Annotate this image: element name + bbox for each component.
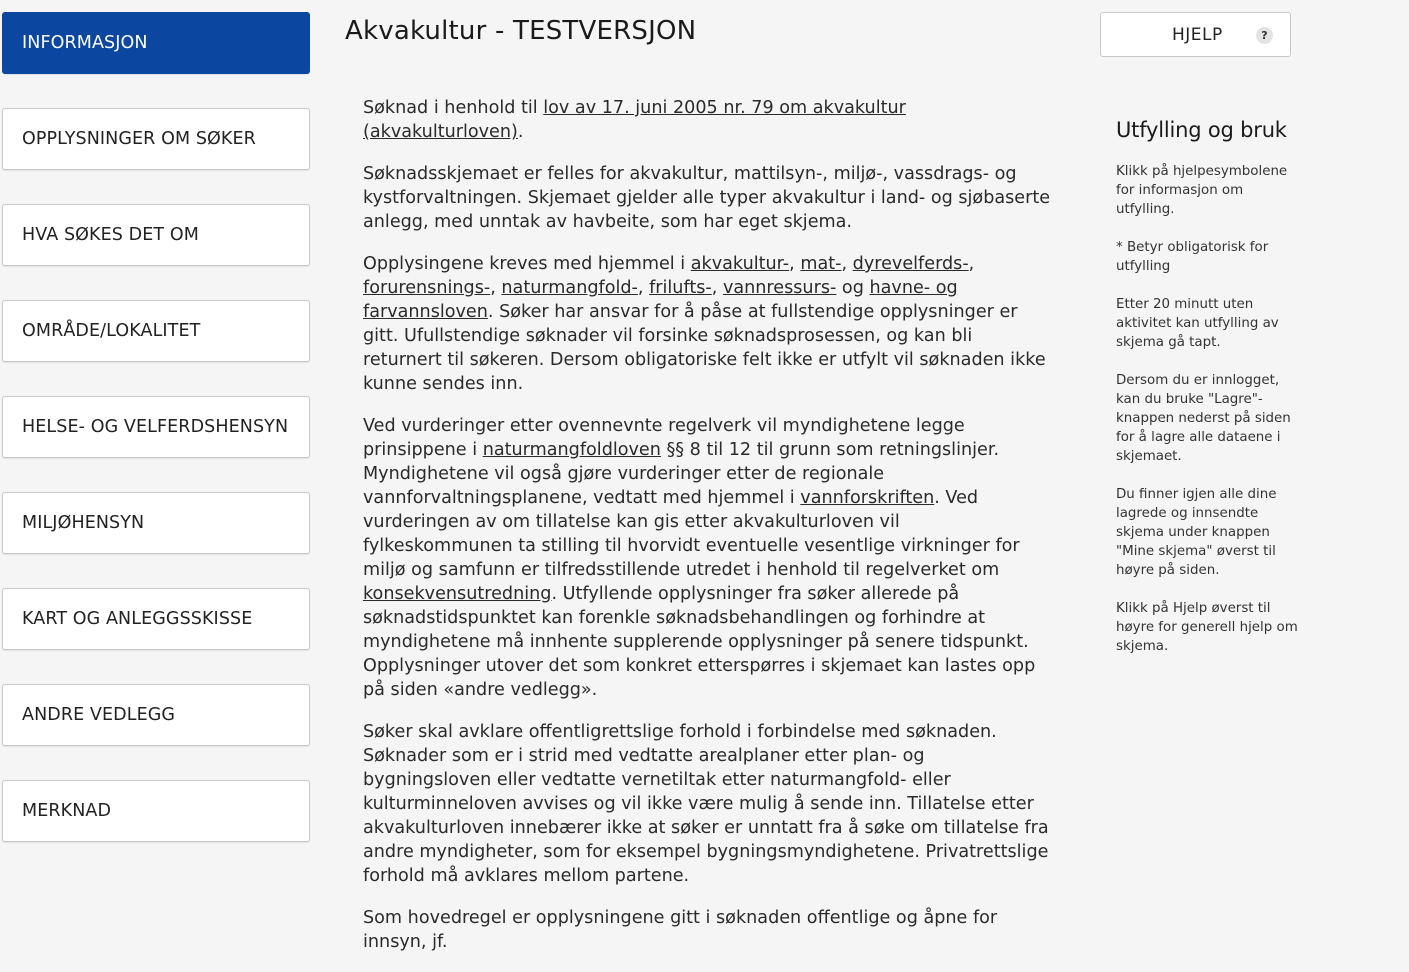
- nav-step-label: HVA SØKES DET OM: [22, 225, 199, 245]
- sidebar-text: Du finner igjen alle dine lagrede og innsendte skjema under knappen "Mine skjema" øverst til høyre på siden.: [1116, 487, 1277, 578]
- text: og: [836, 278, 870, 298]
- sidebar-title: Utfylling og bruk: [1116, 118, 1287, 142]
- nav-step-label: KART OG ANLEGGSSKISSE: [22, 609, 253, 629]
- nav-step-label: OPPLYSNINGER OM SØKER: [22, 129, 256, 149]
- vannressurs-law-link[interactable]: vannressurs-: [722, 278, 837, 298]
- sidebar-text: Etter 20 minutt uten aktivitet kan utfylling av skjema gå tapt.: [1116, 297, 1279, 350]
- text: ,: [789, 254, 801, 274]
- text: ,: [968, 254, 975, 274]
- nav-step-andre-vedlegg[interactable]: [2, 684, 310, 746]
- forurensning-law-link[interactable]: forurensnings-: [363, 278, 491, 298]
- text: ,: [637, 278, 650, 298]
- naturmangfold-law-link[interactable]: naturmangfold-: [501, 278, 638, 298]
- question-mark-icon: ?: [1256, 27, 1273, 44]
- nav-step-hva-sokes-det-om[interactable]: [2, 204, 310, 266]
- akvakulturloven-link[interactable]: lov av 17. juni 2005 nr. 79 om akvakultur (akvakulturloven): [363, 98, 906, 142]
- publicity-paragraph: Som hovedregel er opplysningene gitt i søknaden offentlige og åpne for innsyn, jf.: [363, 908, 998, 952]
- sidebar-text: Klikk på Hjelp øverst til høyre for generell hjelp om skjema.: [1116, 601, 1298, 654]
- vannforskriften-link[interactable]: vannforskriften: [800, 488, 935, 508]
- text: . Søker har ansvar for å påse at fullstendige opplysninger er gitt. Ufullstendige søknader vil forsinke søknadsprosessen, og kan bli returnert til søkeren. Dersom obligatoriske felt ikke er utfylt vil søknaden ikke kunne sendes inn.: [363, 302, 1046, 394]
- assessment-paragraph: [363, 414, 1053, 702]
- text: ,: [490, 278, 502, 298]
- text: ,: [711, 278, 723, 298]
- help-button-label: HJELP: [1172, 25, 1223, 45]
- help-button[interactable]: [1100, 12, 1291, 57]
- intro-paragraph: [363, 96, 1053, 144]
- nav-step-helse-og-velferdshensyn[interactable]: [2, 396, 310, 458]
- text: Opplysingene kreves med hjemmel i: [363, 254, 691, 274]
- konsekvensutredning-link[interactable]: konsekvensutredning: [363, 584, 552, 604]
- nav-step-informasjon[interactable]: [2, 12, 310, 74]
- friluft-law-link[interactable]: frilufts-: [649, 278, 712, 298]
- nav-step-omrade-lokalitet[interactable]: [2, 300, 310, 362]
- dyrevelferd-law-link[interactable]: dyrevelferds-: [852, 254, 969, 274]
- sidebar-text: Dersom du er innlogget, kan du bruke "Lagre"-knappen nederst på siden for å lagre alle dataene i skjemaet.: [1116, 373, 1291, 464]
- havne-og-farvann-law-link[interactable]: havne- og farvannsloven: [363, 278, 958, 322]
- scope-paragraph: Søknadsskjemaet er felles for akvakultur, mattilsyn-, miljø-, vassdrags- og kystforvaltningen. Skjemaet gjelder alle typer akvakultur i land- og sjøbaserte anlegg, med unntak av havbeite, som har eget skjema.: [363, 164, 1051, 232]
- sidebar-text: * Betyr obligatorisk for utfylling: [1116, 240, 1269, 274]
- nav-step-label: MERKNAD: [22, 801, 112, 821]
- nav-step-opplysninger-om-soker[interactable]: [2, 108, 310, 170]
- nav-step-label: HELSE- OG VELFERDSHENSYN: [22, 417, 289, 437]
- naturmangfoldloven-link[interactable]: naturmangfoldloven: [482, 440, 661, 460]
- mat-law-link[interactable]: mat-: [800, 254, 842, 274]
- legal-basis-paragraph: [363, 252, 1053, 396]
- nav-step-label: INFORMASJON: [22, 33, 148, 53]
- nav-step-label: ANDRE VEDLEGG: [22, 705, 176, 725]
- akvakultur-law-link[interactable]: akvakultur-: [690, 254, 790, 274]
- text: Søknad i henhold til: [363, 98, 544, 118]
- nav-step-kart-og-anleggsskisse[interactable]: [2, 588, 310, 650]
- text: .: [517, 122, 524, 142]
- sidebar-text: Klikk på hjelpesymbolene for informasjon om utfylling.: [1116, 164, 1288, 217]
- public-law-paragraph: Søker skal avklare offentligrettslige forhold i forbindelse med søknaden. Søknader som er i strid med vedtatte arealplaner etter plan- og bygningsloven eller vedtatte vernetiltak etter naturmangfold- eller kulturminneloven avvises og vil ikke være mulig å sende inn. Tillatelse etter akvakulturloven innebærer ikke at søker er unntatt fra å søke om tillatelse fra andre myndigheter, som for eksempel bygningsmyndighetene. Privatrettslige forhold må avklares mellom partene.: [363, 722, 1049, 886]
- page-title: Akvakultur - TESTVERSJON: [345, 16, 697, 46]
- nav-step-label: MILJØHENSYN: [22, 513, 145, 533]
- text: . Utfyllende opplysninger fra søker allerede på søknadstidspunktet kan forenkle søknadsbehandlingen og forhindre at myndighetene må innhente supplerende opplysninger på senere tidspunkt. Opplysninger utover det som konkret etterspørres i skjemaet kan lastes opp på siden «andre vedlegg».: [363, 584, 1036, 700]
- text: Ved vurderinger etter ovennevnte regelverk vil myndighetene legge prinsippene i: [363, 416, 965, 460]
- nav-step-label: OMRÅDE/LOKALITET: [22, 321, 201, 341]
- nav-step-merknad[interactable]: [2, 780, 310, 842]
- text: §§ 8 til 12 til grunn som retningslinjer. Myndighetene vil også gjøre vurderinger etter de regionale vannforvaltningsplanene, vedtatt med hjemmel i: [363, 440, 1000, 508]
- nav-step-miljohensyn[interactable]: [2, 492, 310, 554]
- main-content: [363, 96, 1053, 972]
- text: ,: [841, 254, 853, 274]
- usage-sidebar: [1116, 118, 1298, 675]
- text: . Ved vurderingen av om tillatelse kan gis etter akvakulturloven vil fylkeskommunen ta stilling til hvorvidt eventuelle vesentlige virkninger for miljø og samfunn er tilfredsstillende utredet i henhold til regelverket om: [363, 488, 1020, 580]
